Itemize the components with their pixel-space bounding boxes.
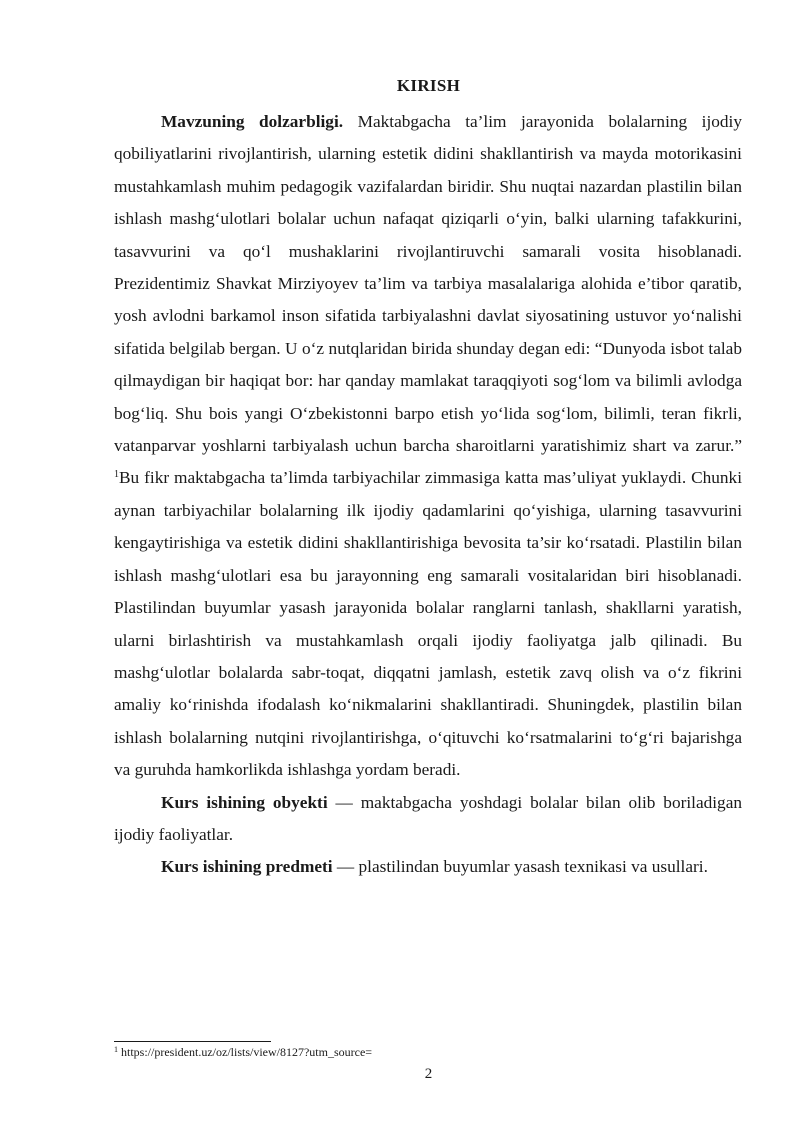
relevance-text-part1: Maktabgacha ta’lim jarayonida bolalarning ijodiy qobiliyatlarini rivojlantirish, ularning estetik didini shakllantirish va mayda motorikasini mustahkamlash muhim pedagogik vazifalardan biridir. Shu nuqtai nazardan plastilin bilan ishlash mashg‘ulotlari bolalar uchun nafaqat qiziqarli o‘yin, balki ularning tafakkurini, tasavvurini va qo‘l mushaklarini rivojlantiruvchi samarali vosita hisoblanadi. Prezidentimiz Shavkat Mirziyoyev ta’lim va tarbiya masalalariga alohida e’tibor qaratib, yosh avlodni barkamol inson sifatida tarbiyalashni davlat siyosatining ustuvor yo‘nalishi sifatida belgilab bergan. U o‘z nutqlaridan birida shunday degan edi: “Dunyoda isbot talab qilmaydigan bir haqiqat bor: har qanday mamlakat taraqqiyoti sog‘lom va bilimli avlodga bog‘liq. Shu bois yangi O‘zbekistonni barpo etish yo‘lida sog‘lom, bilimli, teran fikrli, vatanparvar yoshlarni tarbiyalash uchun barcha sharoitlarni yaratishimiz shart va zarur.” (114, 112, 742, 456)
subject-text: — plastilindan buyumlar yasash texnikasi va usullari. (332, 857, 708, 877)
footnote-link[interactable]: https://president.uz/oz/lists/view/8127?utm_source= (118, 1045, 373, 1059)
object-heading: Kurs ishining obyekti (161, 792, 328, 812)
footnote-divider (114, 1041, 271, 1042)
body-text (114, 106, 742, 884)
object-text: — maktabgacha yoshdagi bolalar bilan olib boriladigan ijodiy faoliyatlar. (114, 792, 743, 844)
relevance-text-part2: Bu fikr maktabgacha ta’limda tarbiyachilar zimmasiga katta mas’uliyat yuklaydi. Chunki aynan tarbiyachilar bolalarning ilk ijodiy qadamlarini qo‘yishiga, ularning tasavvurini kengaytirishiga va estetik didini shakllantirishiga bevosita ta’sir ko‘rsatadi. Plastilin bilan ishlash mashg‘ulotlari esa bu jarayonning eng samarali vositalaridan biri hisoblanadi. Plastilindan buyumlar yasash jarayonida bolalar ranglarni tanlash, shakllarni yaratish, ularni birlashtirish va mustahkamlash orqali ijodiy faoliyatga jalb qilinadi. Bu mashg‘ulotlar bolalarda sabr-toqat, diqqatni jamlash, estetik zavq olish va o‘z fikrini amaliy ko‘rinishda ifodalash ko‘nikmalarini shakllantiradi. Shuningdek, plastilin bilan ishlash bolalarning nutqini rivojlantirishga, o‘qituvchi ko‘rsatmalarini to‘g‘ri bajarishga va guruhda hamkorlikda ishlashga yordam beradi. (114, 468, 742, 780)
footnote (114, 1045, 372, 1059)
paragraph-relevance (114, 106, 742, 787)
footnote-marker: 1 (114, 1045, 118, 1054)
paragraph-object (114, 787, 742, 852)
subject-heading: Kurs ishining predmeti (161, 857, 333, 877)
page-number: 2 (424, 1066, 433, 1082)
paragraph-subject (114, 851, 742, 883)
relevance-heading: Mavzuning dolzarbligi. (161, 112, 344, 131)
footnote-reference[interactable]: 1 (114, 469, 119, 481)
page-title: KIRISH (396, 76, 461, 95)
